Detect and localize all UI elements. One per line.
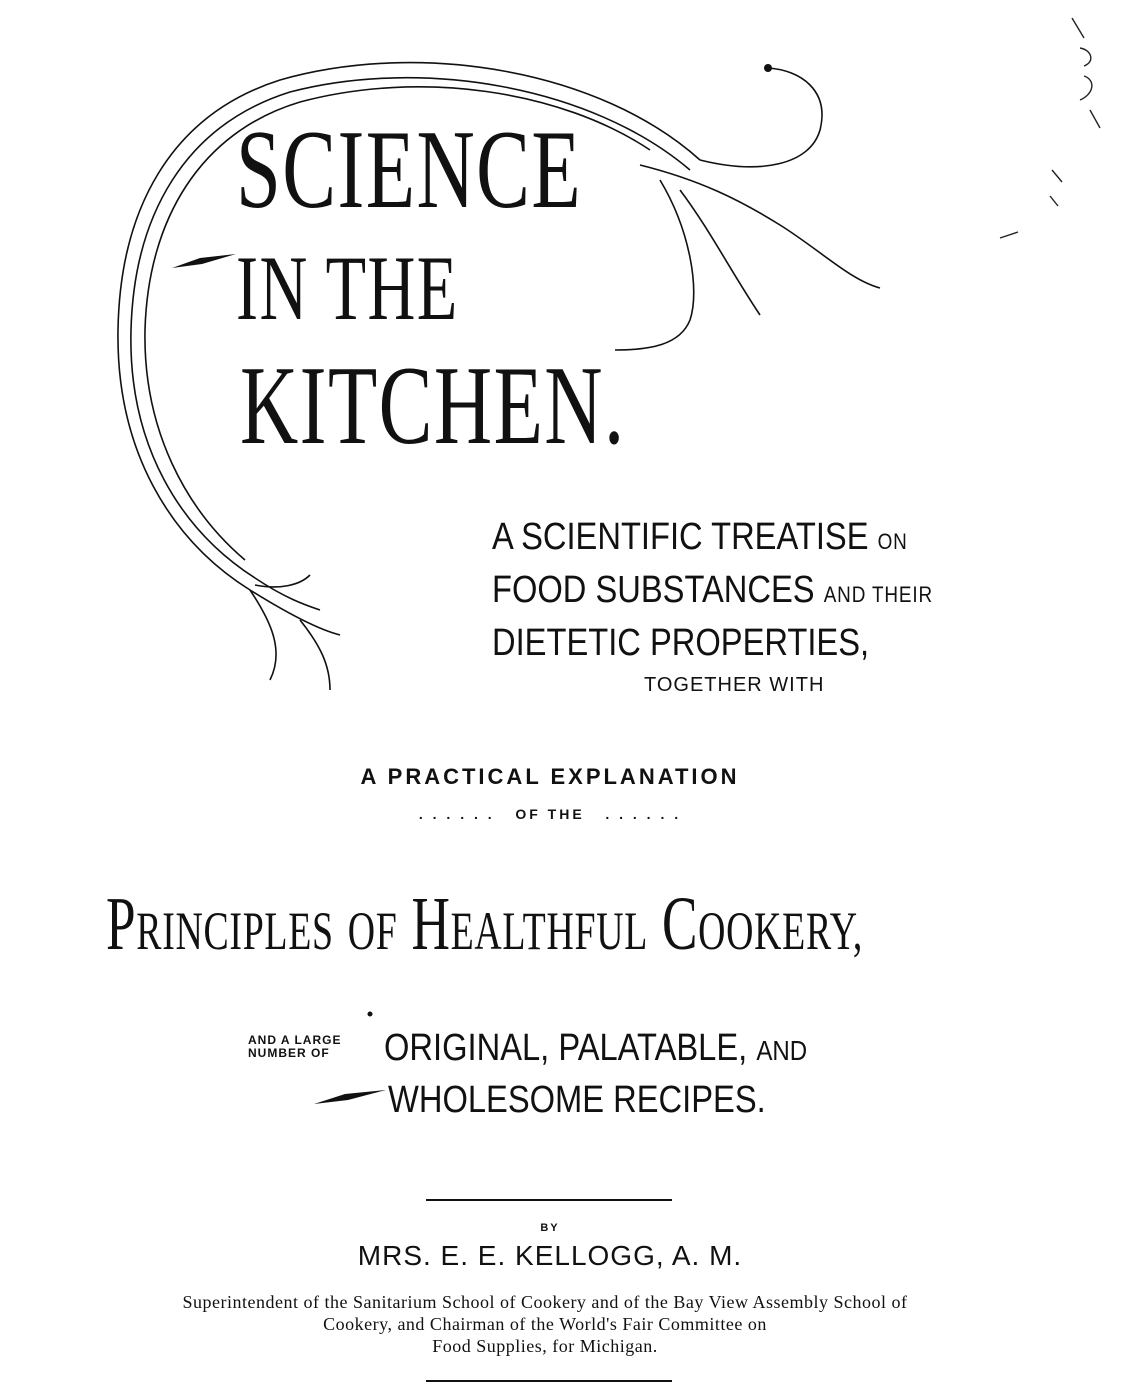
flourish-spray-1 [640,165,880,288]
credentials-line-3: Food Supplies, for Michigan. [432,1336,658,1356]
recipes-line-2: WHOLESOME RECIPES. [388,1079,766,1121]
pointer-mark-top [172,254,236,268]
number-of: NUMBER OF [248,1046,330,1060]
recipes-line-1-main: ORIGINAL, PALATABLE, [384,1027,748,1069]
flourish-knob [764,64,772,72]
recipes-line-1 [384,1028,807,1071]
credentials-line-1: Superintendent of the Sanitarium School of Cookery and of the Bay View Assembly School of [182,1292,908,1312]
principles-p: P [106,882,137,966]
principles-p-rest: RINCIPLES [136,901,334,961]
flourish-lower-3 [255,575,310,587]
by-label: BY [540,1222,560,1234]
principles-heading [106,884,863,971]
flourish-spray-2 [615,180,694,350]
principles-c-rest: OOKERY, [698,901,864,961]
title-line-in-the: IN THE [236,237,459,339]
title-line-science: SCIENCE [236,108,583,232]
principles-h: H [411,882,451,966]
subtitle-line-2 [492,570,933,615]
of-the-dotted: . . . . . . OF THE . . . . . . [418,806,682,822]
recipes-line-1-and: AND [756,1035,808,1066]
subtitle-line-1-small: ON [877,529,908,554]
stray-dot [368,1012,373,1017]
and-a-large: AND A LARGE [248,1033,342,1047]
principles-of: OF [347,901,398,961]
subtitle-line-2-small: AND THEIR [823,582,934,607]
and-a-large-number-of [248,1034,341,1060]
principles-c: C [661,882,699,966]
flourish-top-curl [700,68,822,167]
pointer-mark-bottom [314,1090,386,1104]
divider-top [426,1199,672,1201]
flourish-spray-3 [680,190,760,315]
author-name: MRS. E. E. KELLOGG, A. M. [357,1240,743,1271]
principles-h-rest: EALTHFUL [450,901,648,961]
practical-explanation: A PRACTICAL EXPLANATION [360,764,740,789]
margin-pencil-marks [1000,18,1100,238]
together-with: TOGETHER WITH [644,674,825,696]
title-line-kitchen: KITCHEN. [240,344,626,468]
subtitle-line-2-main: FOOD SUBSTANCES [492,569,815,611]
subtitle-line-1-main: A SCIENTIFIC TREATISE [492,516,869,558]
subtitle-line-1 [492,517,908,562]
credentials-line-2: Cookery, and Chairman of the World's Fair Committee on [323,1314,767,1334]
subtitle-line-3: DIETETIC PROPERTIES, [492,622,870,664]
divider-bottom [426,1380,672,1382]
